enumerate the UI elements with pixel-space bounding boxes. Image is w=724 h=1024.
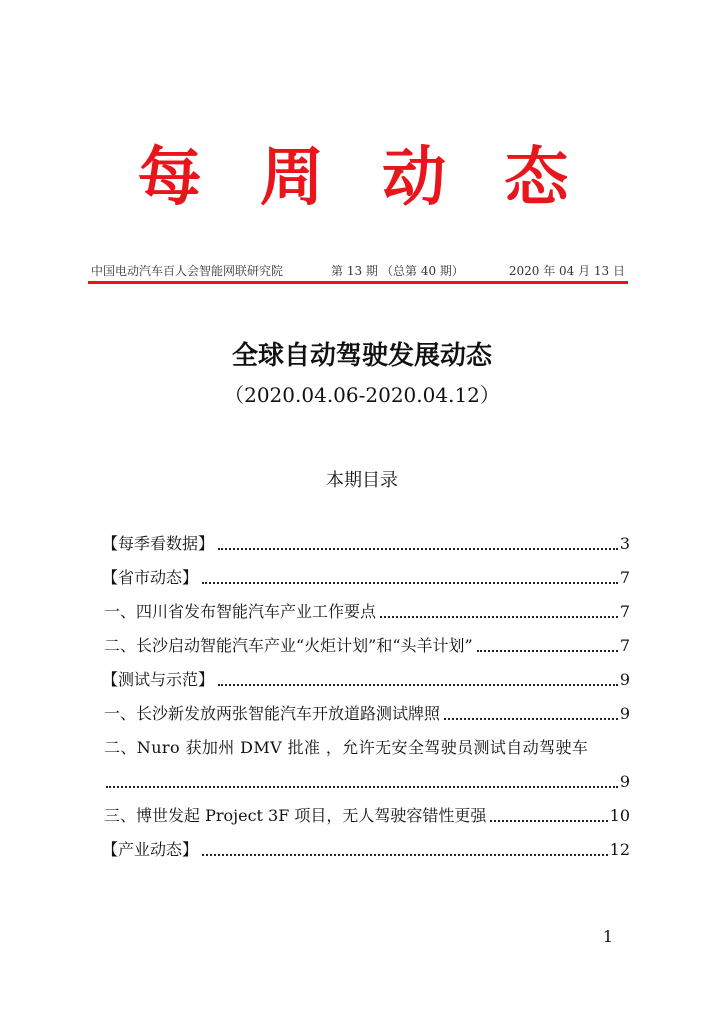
toc-entry-quarterly-data[interactable] [102, 521, 630, 555]
toc-entry-page: 10 [609, 806, 630, 825]
toc-entry-label: 二、长沙启动智能汽车产业“火炬计划”和“头羊计划” [104, 636, 473, 655]
publisher-name: 中国电动汽车百人会智能网联研究院 [91, 264, 284, 278]
toc-leader [202, 854, 608, 856]
issue-number: 第 13 期 [331, 264, 378, 278]
toc-leader [477, 650, 618, 652]
toc-entry-page: 7 [619, 568, 630, 587]
toc-entry-page: 12 [609, 840, 630, 859]
toc-entry-nuro[interactable] [102, 725, 630, 759]
toc-leader [202, 582, 618, 584]
toc-entry-changsha-licenses[interactable] [102, 691, 630, 725]
date-range: （2020.04.06-2020.04.12） [224, 383, 500, 407]
toc-entry-provincial-news[interactable] [102, 555, 630, 589]
toc-entry-page: 3 [619, 534, 630, 553]
toc-entry-label: 二、Nuro 获加州 DMV 批准 ，允许无安全驾驶员测试自动驾驶车 [104, 738, 589, 757]
toc-entry-label: 【省市动态】 [102, 568, 199, 587]
toc-entry-page: 9 [619, 772, 630, 791]
toc-entry-label: 一、四川省发布智能汽车产业工作要点 [104, 602, 377, 621]
issue-total-number: （总第 40 期） [381, 264, 464, 278]
toc-entry-page: 7 [619, 602, 630, 621]
toc-entry-label: 一、长沙新发放两张智能汽车开放道路测试牌照 [104, 704, 441, 723]
toc-entry-page: 7 [619, 636, 630, 655]
toc-entry-page: 9 [619, 670, 630, 689]
masthead-title: 每 周 动 态 [137, 140, 587, 215]
toc-leader [380, 616, 618, 618]
page-number: 1 [602, 927, 614, 946]
toc-entry-label: 【产业动态】 [102, 840, 199, 859]
toc-entry-label: 【测试与示范】 [102, 670, 215, 689]
table-of-contents [102, 521, 630, 861]
toc-entry-page: 9 [619, 704, 630, 723]
toc-entry-testing-demo[interactable] [102, 657, 630, 691]
toc-entry-label: 三、博世发起 Project 3F 项目，无人驾驶容错性更强 [104, 806, 487, 825]
toc-entry-nuro-continuation[interactable] [102, 759, 630, 793]
issue-info-line [91, 262, 629, 280]
toc-leader [218, 684, 618, 686]
toc-entry-sichuan[interactable] [102, 589, 630, 623]
toc-entry-industry-news[interactable] [102, 827, 630, 861]
header-divider [88, 281, 628, 284]
toc-leader [490, 820, 607, 822]
toc-leader [106, 786, 618, 788]
toc-leader [218, 548, 618, 550]
toc-heading: 本期目录 [326, 470, 398, 491]
toc-entry-label: 【每季看数据】 [102, 534, 215, 553]
toc-entry-changsha-plan[interactable] [102, 623, 630, 657]
toc-entry-bosch-project[interactable] [102, 793, 630, 827]
issue-date: 2020 年 04 月 13 日 [508, 264, 625, 278]
toc-leader [444, 718, 618, 720]
document-title: 全球自动驾驶发展动态 [231, 341, 492, 371]
